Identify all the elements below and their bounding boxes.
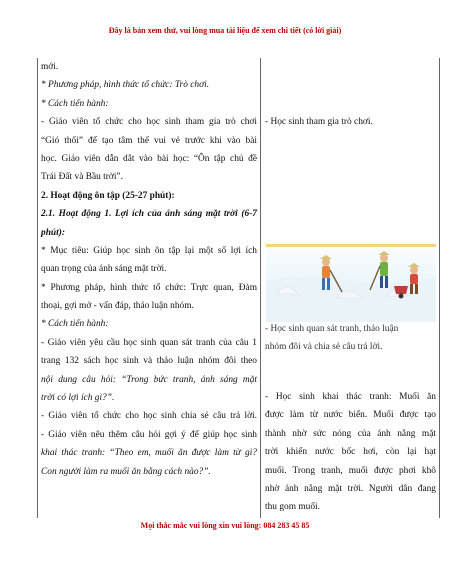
student-response: thành nhờ sức nóng của ánh nắng mặt <box>265 428 436 439</box>
question-line: Con người làm ra muối ăn bằng cách nào?”. <box>41 466 211 477</box>
column-divider <box>260 58 261 518</box>
objective-line: * Mục tiêu: Giúp học sinh ôn tập lại một số lợi ích <box>41 245 257 256</box>
activity-heading-cont: phút): <box>41 227 65 238</box>
student-response: thu gom muối. <box>265 502 320 513</box>
spacer <box>265 76 436 94</box>
lesson-table <box>37 58 440 518</box>
salt-field-illustration <box>266 236 436 322</box>
student-activities-column <box>265 58 436 132</box>
student-response: - Học sinh tham gia trò chơi. <box>265 117 373 128</box>
activity-heading: 2.1. Hoạt động 1. Lợi ích của ánh sáng mặt trời (6-7 <box>41 209 257 220</box>
student-response: trời khiến nước bốc hơi, còn lại hạt <box>265 447 436 458</box>
contact-footer: Mọi thắc mắc vui lòng xin vui lòng: 084 283 45 85 <box>140 521 310 530</box>
text-line: học. Giáo viên dẫn dắt vào bài học: “Ôn tập chủ đề <box>41 153 257 164</box>
text-line: Trái Đất và Bầu trời”. <box>41 172 123 183</box>
preview-banner: Đây là bản xem thử, vui lòng mua tài liệu để xem chi tiết (có lời giải) <box>108 26 342 35</box>
method-line: * Phương pháp, hình thức tổ chức: Trò chơi. <box>41 80 210 91</box>
text-line: thoại, gợi mở - vấn đáp, thảo luận nhóm. <box>41 301 194 312</box>
student-response-block <box>265 388 436 517</box>
text-line: mới. <box>41 62 59 72</box>
text-line: “Gió thổi” để tạo tâm thế vui vẻ trước khi vào bài <box>41 135 257 146</box>
procedure-heading: * Cách tiến hành: <box>41 98 109 109</box>
question-line: nội dung câu hỏi: “Trong bức tranh, ánh sáng mặt <box>41 374 257 385</box>
teacher-activities-column <box>41 58 257 481</box>
text-line: - Giáo viên yêu cầu học sinh quan sát tranh của câu 1 <box>41 337 257 348</box>
student-response: - Học sinh quan sát tranh, thảo luận <box>265 324 399 334</box>
text-line: quan trọng của ánh sáng mặt trời. <box>41 264 167 275</box>
student-response: được làm từ nước biển. Muối được tạo <box>265 410 436 421</box>
method-line: * Phương pháp, hình thức tổ chức: Trực quan, Đàm <box>41 282 257 293</box>
question-line: khai thác tranh: “Theo em, muối ăn được làm từ gì? <box>41 448 257 459</box>
spacer <box>265 95 436 113</box>
student-response: nhờ ánh nắng mặt trời. Người dân đang <box>265 483 436 494</box>
text-line: - Giáo viên tổ chức cho học sinh chia sẻ câu trả lời. <box>41 411 257 422</box>
procedure-heading: * Cách tiến hành: <box>41 319 109 330</box>
question-line: trời có lợi ích gì?”. <box>41 393 115 404</box>
text-line: - Giáo viên nêu thêm câu hỏi gợi ý để giúp học sinh <box>41 429 257 440</box>
section-heading: 2. Hoạt động ôn tập (25-27 phút): <box>41 190 175 201</box>
text-line: trang 132 sách học sinh và thảo luận nhóm đôi theo <box>41 356 257 367</box>
spacer <box>265 58 436 76</box>
student-response: nhóm đôi và chia sẻ câu trả lời. <box>265 342 383 353</box>
student-response: - Học sinh khai thác tranh: Muối ăn <box>265 392 436 402</box>
student-response: muối. Trong tranh, muối được phơi khô <box>265 465 436 476</box>
student-response-overlap <box>265 320 436 357</box>
text-line: - Giáo viên tổ chức cho học sinh tham gia trò chơi <box>41 117 257 128</box>
